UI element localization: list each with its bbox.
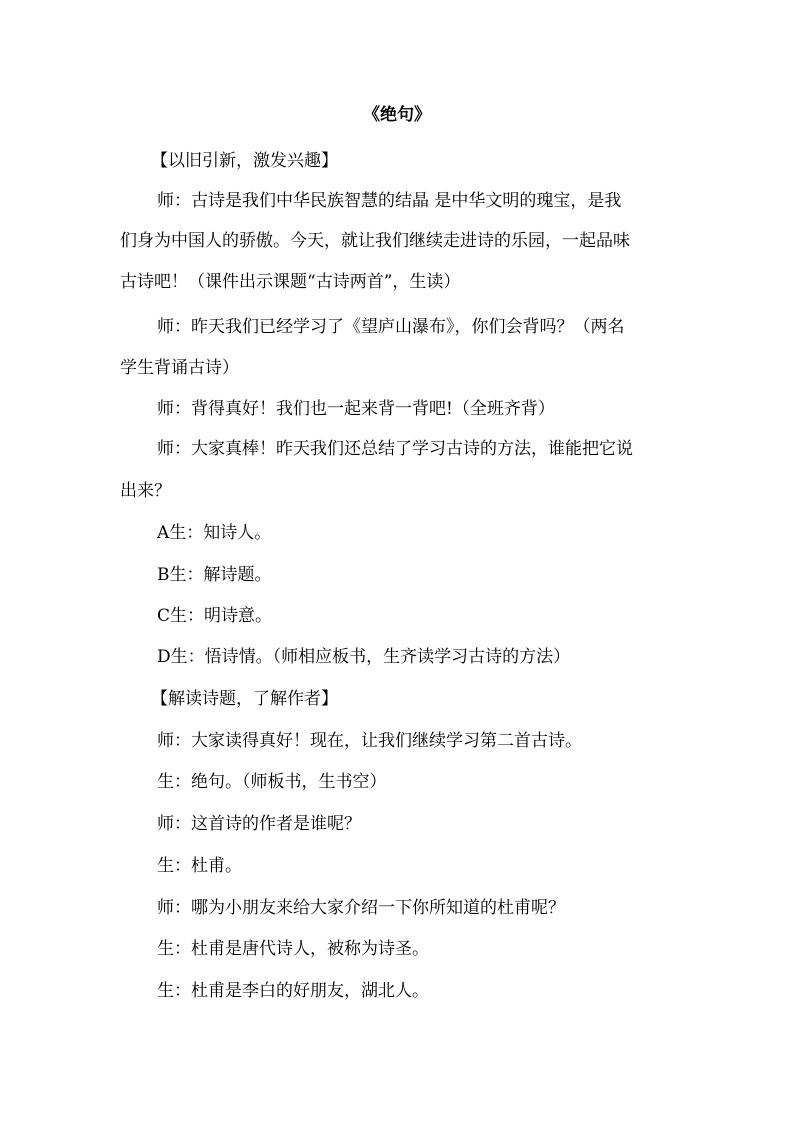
- paragraph-line: 生：杜甫是李白的好朋友，湖北人。: [157, 981, 429, 1001]
- section-heading-1: 【以旧引新，激发兴趣】: [151, 151, 338, 171]
- paragraph-line: 们身为中国人的骄傲。今天，就让我们继续走进诗的乐园，一起品味: [120, 231, 630, 251]
- paragraph-line: D生：悟诗情。（师相应板书，生齐读学习古诗的方法）: [157, 647, 571, 667]
- paragraph-line: 师：哪为小朋友来给大家介绍一下你所知道的杜甫呢？: [157, 898, 565, 918]
- paragraph-line: 师：古诗是我们中华民族智慧的结晶 是中华文明的瑰宝，是我: [157, 191, 622, 211]
- paragraph-line: 师：大家读得真好！现在，让我们继续学习第二首古诗。: [157, 731, 582, 751]
- paragraph-line: B生：解诗题。: [157, 565, 272, 585]
- paragraph-line: C生：明诗意。: [157, 606, 273, 626]
- document-title: 《绝句》: [363, 105, 431, 125]
- paragraph-line: 古诗吧！（课件出示课题“古诗两首”，生读）: [120, 272, 461, 292]
- paragraph-line: 生：绝句。（师板书，生书空）: [157, 772, 387, 792]
- paragraph-line: A生：知诗人。: [157, 523, 272, 543]
- section-heading-2: 【解读诗题，了解作者】: [151, 689, 338, 709]
- paragraph-line: 生：杜甫。: [157, 856, 242, 876]
- paragraph-line: 师：大家真棒！昨天我们还总结了学习古诗的方法，谁能把它说: [157, 439, 633, 459]
- paragraph-line: 师：背得真好！我们也一起来背一背吧!（全班齐背）: [157, 399, 555, 419]
- paragraph-line: 出来？: [120, 481, 171, 501]
- paragraph-line: 生：杜甫是唐代诗人，被称为诗圣。: [157, 939, 429, 959]
- paragraph-line: 学生背诵古诗）: [120, 358, 239, 378]
- paragraph-line: 师：昨天我们已经学习了《望庐山瀑布》，你们会背吗？（两名: [157, 317, 625, 337]
- paragraph-line: 师：这首诗的作者是谁呢？: [157, 814, 361, 834]
